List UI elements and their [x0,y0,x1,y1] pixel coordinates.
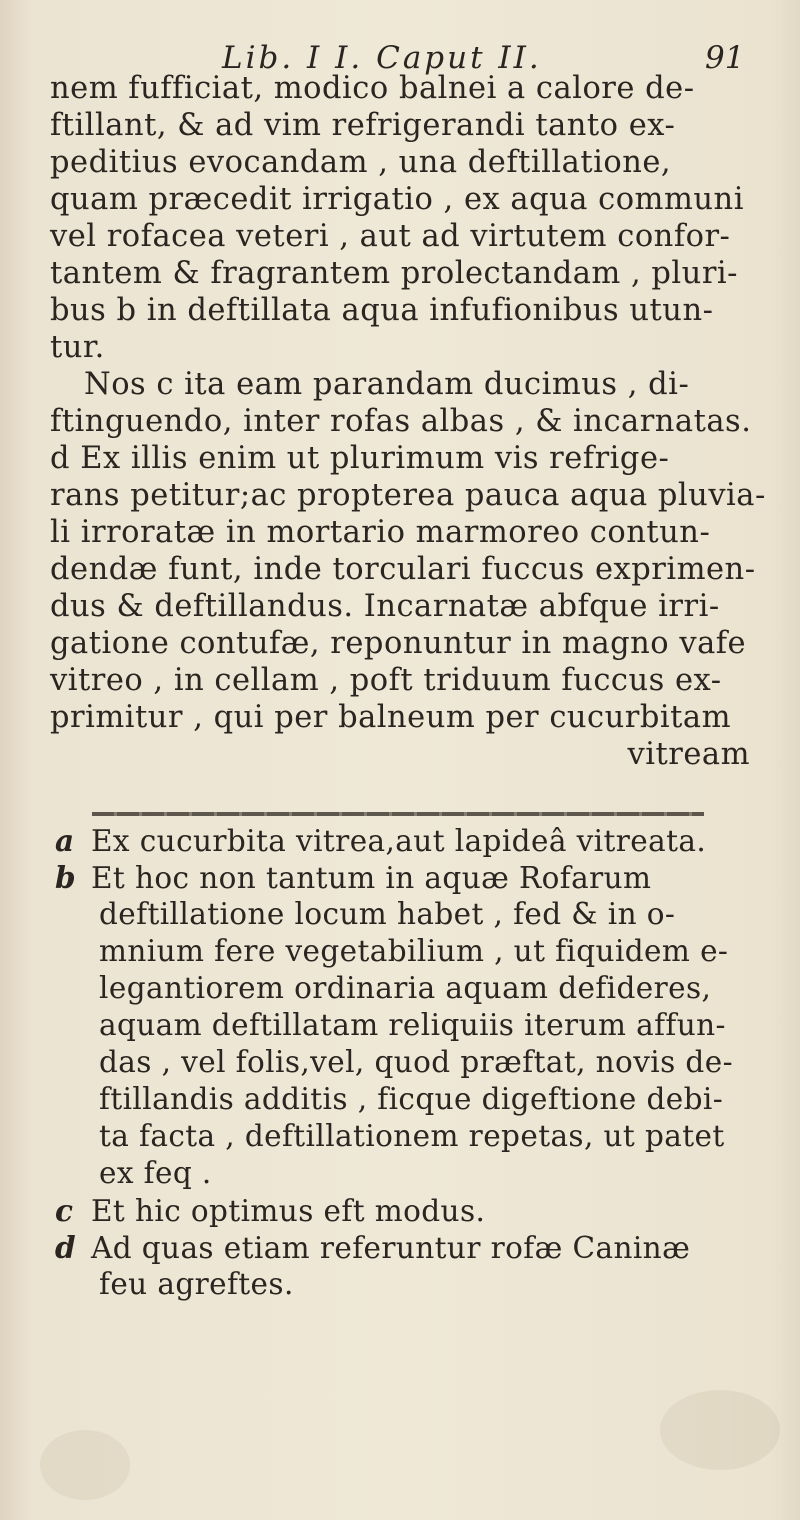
text-line: d Ex illis enim ut plurimum vis refrige- [50,441,670,476]
text-line: li irroratæ in mortario marmoreo contun- [50,515,711,550]
footnote-text: ex feq . [99,1156,212,1190]
footnote-line [55,1118,765,1155]
footnote-line [55,1155,765,1192]
footnote-text: ta facta , deftillationem repetas, ut patet [99,1119,725,1153]
text-line: vel rofacea veteri , aut ad virtutem confor- [50,219,731,254]
footnote-rule [92,812,704,816]
footnote-line [55,970,765,1007]
text-line: rans petitur;ac propterea pauca aqua pluvia- [50,478,766,513]
footnote-mark: c [55,1193,74,1228]
footnote-line [55,1044,765,1081]
footnote-text: legantiorem ordinaria aquam defideres, [99,971,712,1005]
text-line: primitur , qui per balneum per cucurbitam [50,700,732,735]
footnote-text: deftillatione locum habet , fed & in o- [99,897,676,931]
footnote-mark: d [55,1230,77,1265]
text-line: ftinguendo, inter rofas albas , & incarnatas. [50,404,752,439]
footnote-line [55,896,765,933]
footnote-line [55,1229,765,1266]
footnote-text: mnium fere vegetabilium , ut fiquidem e- [99,934,729,968]
paper-stain [40,1430,130,1500]
footnote-text: das , vel folis,vel, quod præftat, novis de- [99,1045,733,1079]
text-line: dus & deftillandus. Incarnatæ abfque irri- [50,589,720,624]
footnote-line [55,1081,765,1118]
footnotes [55,822,765,1303]
text-line: nem fufficiat, modico balnei a calore de- [50,71,695,106]
footnote-line [55,1266,765,1303]
footnote-text: Ex cucurbita vitrea,aut lapideâ vitreata. [91,824,707,858]
text-line: quam præcedit irrigatio , ex aqua communi [50,182,744,217]
footnote-text: feu agreftes. [99,1267,294,1301]
footnote-text: Et hic optimus eft modus. [91,1194,486,1228]
catchword: vitream [627,737,750,772]
text-line: Nos c ita eam parandam ducimus , di- [84,367,690,402]
text-line: tantem & fragrantem prolectandam , pluri- [50,256,738,291]
text-line: gatione contufæ, reponuntur in magno vafe [50,626,747,661]
text-line: vitreo , in cellam , poft triduum fuccus ex- [50,663,722,698]
footnote-text: Ad quas etiam referuntur rofæ Caninæ [91,1231,691,1265]
footnote-mark: b [55,860,77,895]
text-line: ftillant, & ad vim refrigerandi tanto ex- [50,108,676,143]
footnote-line [55,1007,765,1044]
footnote-line [55,1192,765,1229]
text-line: peditius evocandam , una deftillatione, [50,145,672,180]
page-number: 91 [705,40,745,76]
footnote-text: ftillandis additis , ficque digeftione debi- [99,1082,724,1116]
footnote-line [55,822,765,859]
paper-stain [660,1390,780,1470]
footnote-line [55,859,765,896]
footnote-text: Et hoc non tantum in aquæ Rofarum [91,861,652,895]
text-line: tur. [50,330,105,365]
footnote-text: aquam deftillatam reliquiis iterum affun- [99,1008,726,1042]
text-line: bus b in deftillata aqua infufionibus utun- [50,293,714,328]
text-line: dendæ funt, inde torculari fuccus exprimen- [50,552,756,587]
running-head: Lib. I I. Caput II. [222,40,542,76]
footnote-mark: a [55,823,75,858]
footnote-line [55,933,765,970]
main-text [50,70,766,773]
